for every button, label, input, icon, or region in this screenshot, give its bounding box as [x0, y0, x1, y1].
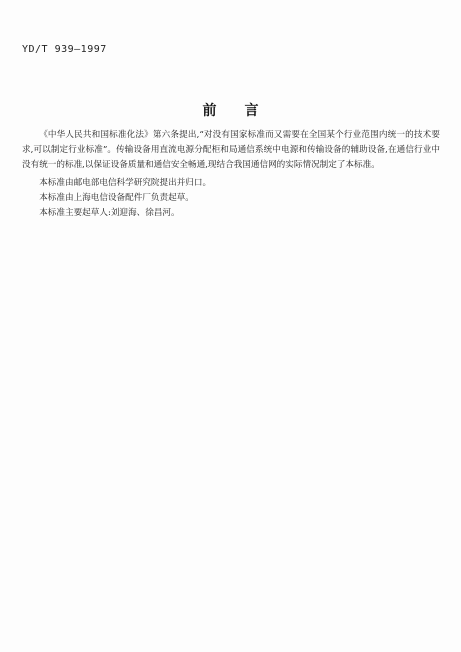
preface-body	[22, 128, 440, 221]
preface-paragraph: 本标准由邮电部电信科学研究院提出并归口。	[39, 178, 212, 188]
preface-paragraph: 本标准主要起草人:刘迎海、徐昌河。	[39, 208, 180, 218]
preface-paragraph: 本标准由上海电信设备配件厂负责起草。	[39, 193, 194, 203]
preface-paragraph: 《中华人民共和国标准化法》第六条提出,“对没有国家标准而又需要在全国某个行业范围内统一的技术要求,可以制定行业标准”。传输设备用直流电源分配柜和局通信系统中电源和传输设备的辅助设备,在通信行业中没有统一的标准,以保证设备质量和通信安全畅通,现结合我国通信网的实际情况制定了本标准。	[22, 130, 440, 170]
standard-number: YD/T 939—1997	[22, 44, 107, 55]
page-title: 前言	[202, 103, 287, 119]
